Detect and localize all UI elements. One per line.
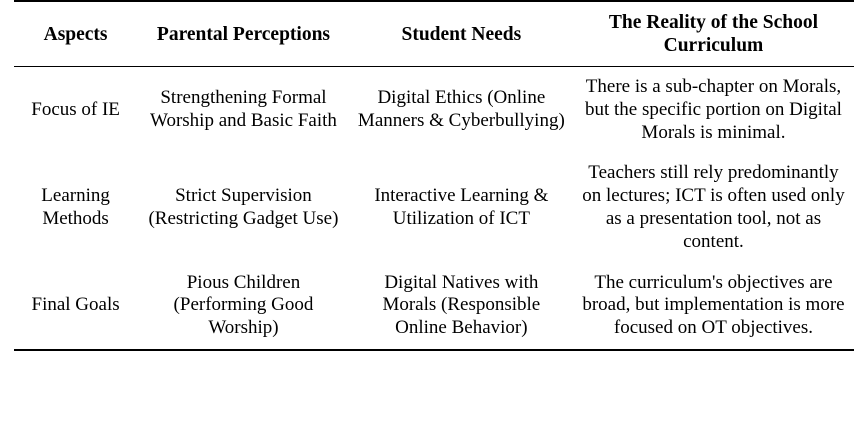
table-row xyxy=(14,263,854,350)
table-body xyxy=(14,67,854,350)
table-header-row xyxy=(14,1,854,67)
column-header-school-curriculum-reality: The Reality of the School Curriculum xyxy=(608,12,818,56)
cell-parental-perceptions: Strengthening Formal Worship and Basic Faith xyxy=(150,87,337,132)
cell-student-needs: Digital Natives with Morals (Responsible Online Behavior) xyxy=(382,271,541,339)
cell-aspect: Focus of IE xyxy=(31,98,120,120)
cell-school-curriculum-reality: Teachers still rely predominantly on lectures; ICT is often used only as a presentation tool, not as content. xyxy=(582,162,845,252)
cell-parental-perceptions: Pious Children (Performing Good Worship) xyxy=(173,271,314,339)
column-header-parental-perceptions: Parental Perceptions xyxy=(156,23,331,45)
column-header-student-needs: Student Needs xyxy=(401,23,522,45)
cell-school-curriculum-reality: There is a sub-chapter on Morals, but the specific portion on Digital Morals is minimal. xyxy=(584,76,842,143)
column-header-aspects: Aspects xyxy=(43,23,108,45)
table-row xyxy=(14,153,854,262)
comparison-table xyxy=(14,0,854,351)
cell-parental-perceptions: Strict Supervision (Restricting Gadget Use) xyxy=(148,185,339,229)
cell-student-needs: Interactive Learning & Utilization of ICT xyxy=(374,185,549,229)
cell-aspect: Learning Methods xyxy=(41,185,110,229)
cell-student-needs: Digital Ethics (Online Manners & Cyberbullying) xyxy=(357,87,565,132)
table-row xyxy=(14,67,854,154)
cell-aspect: Final Goals xyxy=(31,294,120,316)
table-header xyxy=(14,1,854,67)
cell-school-curriculum-reality: The curriculum's objectives are broad, but implementation is more focused on OT objectives. xyxy=(582,271,845,339)
